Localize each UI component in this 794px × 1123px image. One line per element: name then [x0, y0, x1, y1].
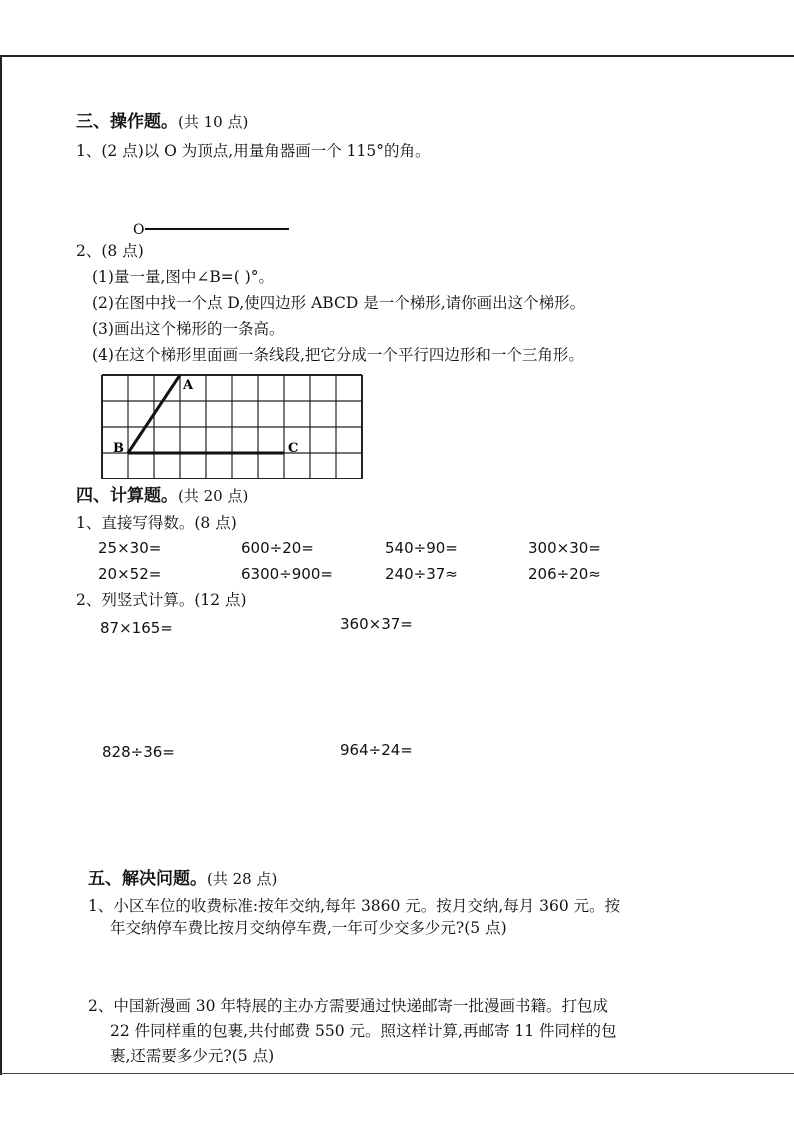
section5-q1-line1: 1、小区车位的收费标准:按年交纳,每年 3860 元。按月交纳,每月 360 元。按	[88, 897, 621, 915]
vertical-calc-2: 360×37=	[340, 615, 413, 633]
oral-calc-1-1: 25×30=	[98, 539, 162, 557]
oral-calc-1-3: 540÷90=	[385, 539, 458, 557]
section3-q2-title: 2、(8 点)	[76, 242, 144, 260]
section3-heading	[76, 112, 248, 132]
section3-q2-item-1: (1)量一量,图中∠B=( )°。	[92, 268, 275, 286]
page-border-bottom	[0, 1073, 794, 1074]
section5-title: 五、解决问题。	[88, 869, 207, 889]
grid-lines	[102, 375, 362, 479]
vertical-calc-3: 828÷36=	[102, 743, 175, 761]
section5-q2-line2: 22 件同样重的包裹,共付邮费 550 元。照这样计算,再邮寄 11 件同样的包	[110, 1022, 617, 1040]
section4-heading	[76, 486, 248, 506]
angle-ray-figure	[133, 219, 293, 239]
section5-q2-line1: 2、中国新漫画 30 年特展的主办方需要通过快递邮寄一批漫画书籍。打包成	[88, 997, 608, 1015]
oral-calc-2-2: 6300÷900=	[241, 565, 333, 583]
oral-calc-1-2: 600÷20=	[241, 539, 314, 557]
section5-points: (共 28 点)	[207, 870, 278, 888]
point-a-label: A	[183, 378, 194, 393]
section4-q2-title: 2、列竖式计算。(12 点)	[76, 591, 247, 609]
section3-title: 三、操作题。	[76, 112, 178, 132]
section5-heading	[88, 869, 277, 889]
section4-q1-title: 1、直接写得数。(8 点)	[76, 514, 237, 532]
point-c-label: C	[288, 441, 299, 456]
vertex-o-label: O	[133, 222, 145, 238]
section5-q1-line2: 年交纳停车费比按月交纳停车费,一年可少交多少元?(5 点)	[110, 919, 507, 937]
section4-points: (共 20 点)	[178, 487, 249, 505]
section3-q1: 1、(2 点)以 O 为顶点,用量角器画一个 115°的角。	[76, 142, 431, 160]
oral-calc-2-3: 240÷37≈	[385, 565, 458, 583]
page-border-top	[0, 55, 794, 57]
section3-q2-item-2: (2)在图中找一个点 D,使四边形 ABCD 是一个梯形,请你画出这个梯形。	[92, 294, 586, 312]
section5-q2-line3: 裹,还需要多少元?(5 点)	[110, 1047, 275, 1065]
section4-title: 四、计算题。	[76, 486, 178, 506]
section3-q2-item-4: (4)在这个梯形里面画一条线段,把它分成一个平行四边形和一个三角形。	[92, 346, 584, 364]
oral-calc-1-4: 300×30=	[528, 539, 601, 557]
geometry-grid-figure	[100, 373, 364, 479]
vertical-calc-1: 87×165=	[100, 619, 173, 637]
point-b-label: B	[113, 441, 124, 456]
section3-points: (共 10 点)	[178, 113, 249, 131]
vertical-calc-4: 964÷24=	[340, 741, 413, 759]
section3-q2-item-3: (3)画出这个梯形的一条高。	[92, 320, 285, 338]
oral-calc-2-4: 206÷20≈	[528, 565, 601, 583]
page-border-left	[0, 55, 2, 1075]
oral-calc-2-1: 20×52=	[98, 565, 162, 583]
